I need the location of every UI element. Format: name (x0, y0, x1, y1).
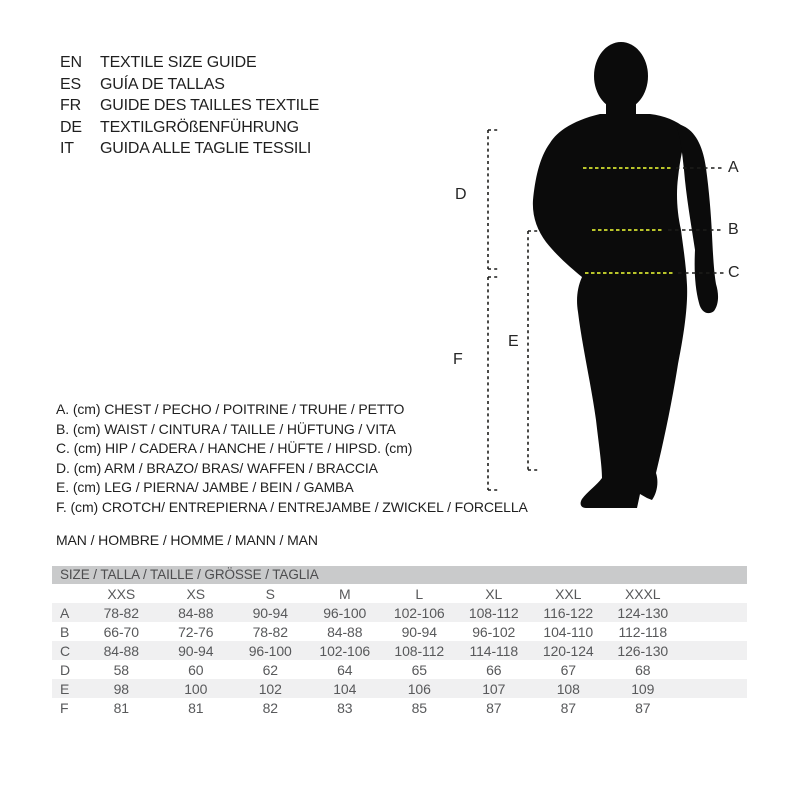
row-label: F (60, 699, 69, 716)
legend-item-waist: B. (cm) WAIST / CINTURA / TAILLE / HÜFTUNG / VITA (56, 420, 396, 437)
measurement-legend (56, 400, 528, 550)
table-row-b (52, 622, 747, 641)
table-cell: 124-130 (617, 604, 669, 621)
marker-f-crotch: F (453, 351, 463, 368)
filler-cell (680, 698, 747, 717)
column-header: L (415, 585, 424, 602)
language-code: DE (60, 118, 82, 136)
row-label: D (60, 661, 71, 678)
language-list (60, 52, 319, 160)
language-label: TEXTILE SIZE GUIDE (100, 54, 257, 71)
marker-d-arm: D (455, 186, 467, 203)
marker-e-leg: E (508, 333, 519, 350)
filler-cell (680, 660, 747, 679)
table-cell: 87 (486, 699, 502, 716)
marker-a-chest: A (728, 159, 739, 176)
row-label: E (60, 680, 70, 697)
size-table (52, 584, 747, 717)
table-cell: 81 (188, 699, 204, 716)
table-cell: 126-130 (617, 642, 669, 659)
table-row-d (52, 660, 747, 679)
language-code: FR (60, 97, 81, 115)
table-cell: 65 (411, 661, 427, 678)
table-cell: 62 (262, 661, 278, 678)
table-cell: 84-88 (103, 642, 139, 659)
legend-subject-man: MAN / HOMBRE / HOMME / MANN / MAN (56, 531, 318, 548)
table-cell: 60 (188, 661, 204, 678)
column-header: XXL (555, 585, 582, 602)
language-row-en (60, 52, 319, 74)
table-cell: 96-100 (248, 642, 292, 659)
size-table-column-header-row (52, 584, 747, 603)
language-row-es (60, 74, 319, 96)
row-label: B (60, 623, 70, 640)
table-cell: 104-110 (543, 623, 594, 640)
marker-c-hip: C (728, 264, 740, 281)
table-cell: 90-94 (252, 604, 288, 621)
language-row-it (60, 138, 319, 160)
column-header: XL (485, 585, 503, 602)
table-cell: 102-106 (393, 604, 445, 621)
table-cell: 98 (113, 680, 129, 697)
table-cell: 87 (635, 699, 651, 716)
table-cell: 108-112 (468, 604, 519, 621)
size-table-section (52, 566, 747, 717)
table-cell: 68 (635, 661, 651, 678)
marker-b-waist: B (728, 221, 739, 238)
table-cell: 78-82 (252, 623, 288, 640)
table-cell: 85 (411, 699, 427, 716)
column-header: XXS (107, 585, 136, 602)
filler-cell (680, 622, 747, 641)
legend-item-chest: A. (cm) CHEST / PECHO / POITRINE / TRUHE / PETTO (56, 401, 405, 417)
table-cell: 66 (486, 661, 502, 678)
table-cell: 116-122 (543, 604, 594, 621)
language-code: EN (60, 54, 82, 71)
table-cell: 120-124 (542, 642, 594, 659)
table-cell: 106 (407, 680, 431, 697)
table-row-c (52, 641, 747, 660)
language-label: TEXTILGRÖßENFÜHRUNG (100, 118, 299, 136)
table-cell: 72-76 (178, 623, 214, 640)
table-cell: 107 (482, 680, 506, 697)
table-cell: 87 (560, 699, 576, 716)
man-silhouette (533, 42, 718, 508)
table-cell: 96-102 (472, 623, 516, 640)
filler-cell (680, 584, 747, 603)
table-cell: 104 (333, 680, 357, 697)
table-cell: 90-94 (178, 642, 214, 659)
table-cell: 58 (113, 661, 129, 678)
column-header: M (338, 585, 351, 602)
table-row-f (52, 698, 747, 717)
table-cell: 78-82 (103, 604, 139, 621)
legend-item-crotch: F. (cm) CROTCH/ ENTREPIERNA / ENTREJAMBE / ZWICKEL / FORCELLA (56, 498, 528, 515)
table-cell: 108-112 (394, 642, 445, 659)
table-cell: 102-106 (319, 642, 371, 659)
filler-cell (680, 641, 747, 660)
table-cell: 96-100 (323, 604, 367, 621)
language-code: IT (60, 140, 74, 158)
table-cell: 64 (337, 661, 353, 678)
legend-item-arm: D. (cm) ARM / BRAZO/ BRAS/ WAFFEN / BRACCIA (56, 459, 378, 476)
table-cell: 82 (262, 699, 278, 716)
legend-item-leg: E. (cm) LEG / PIERNA/ JAMBE / BEIN / GAMBA (56, 479, 354, 496)
table-cell: 84-88 (178, 604, 214, 621)
column-header: XXXL (625, 585, 661, 602)
table-cell: 84-88 (327, 623, 363, 640)
table-cell: 66-70 (103, 623, 139, 640)
table-cell: 109 (631, 680, 655, 697)
size-table-title-bar: SIZE / TALLA / TAILLE / GRÖSSE / TAGLIA (52, 566, 747, 584)
table-cell: 81 (113, 699, 129, 716)
table-cell: 114-118 (469, 642, 519, 659)
table-row-a (52, 603, 747, 622)
legend-item-hip: C. (cm) HIP / CADERA / HANCHE / HÜFTE / HIPSD. (cm) (56, 440, 413, 457)
language-code: ES (60, 75, 81, 93)
column-header: XS (186, 585, 205, 602)
table-cell: 100 (184, 680, 208, 697)
language-row-fr (60, 95, 319, 117)
table-cell: 108 (556, 680, 580, 697)
table-cell: 67 (560, 661, 576, 678)
table-cell: 112-118 (618, 623, 668, 640)
row-label: C (60, 642, 71, 659)
table-cell: 90-94 (401, 623, 437, 640)
table-cell: 83 (337, 699, 353, 716)
table-cell: 102 (258, 680, 282, 697)
language-label: GUIDA ALLE TAGLIE TESSILI (100, 140, 312, 158)
corner-cell (52, 584, 84, 603)
filler-cell (680, 603, 747, 622)
column-header: S (265, 585, 275, 602)
row-label: A (60, 604, 70, 621)
language-label: GUIDE DES TAILLES TEXTILE (100, 97, 320, 115)
table-row-e (52, 679, 747, 698)
language-label: GUÍA DE TALLAS (100, 75, 225, 93)
language-row-de (60, 117, 319, 139)
filler-cell (680, 679, 747, 698)
